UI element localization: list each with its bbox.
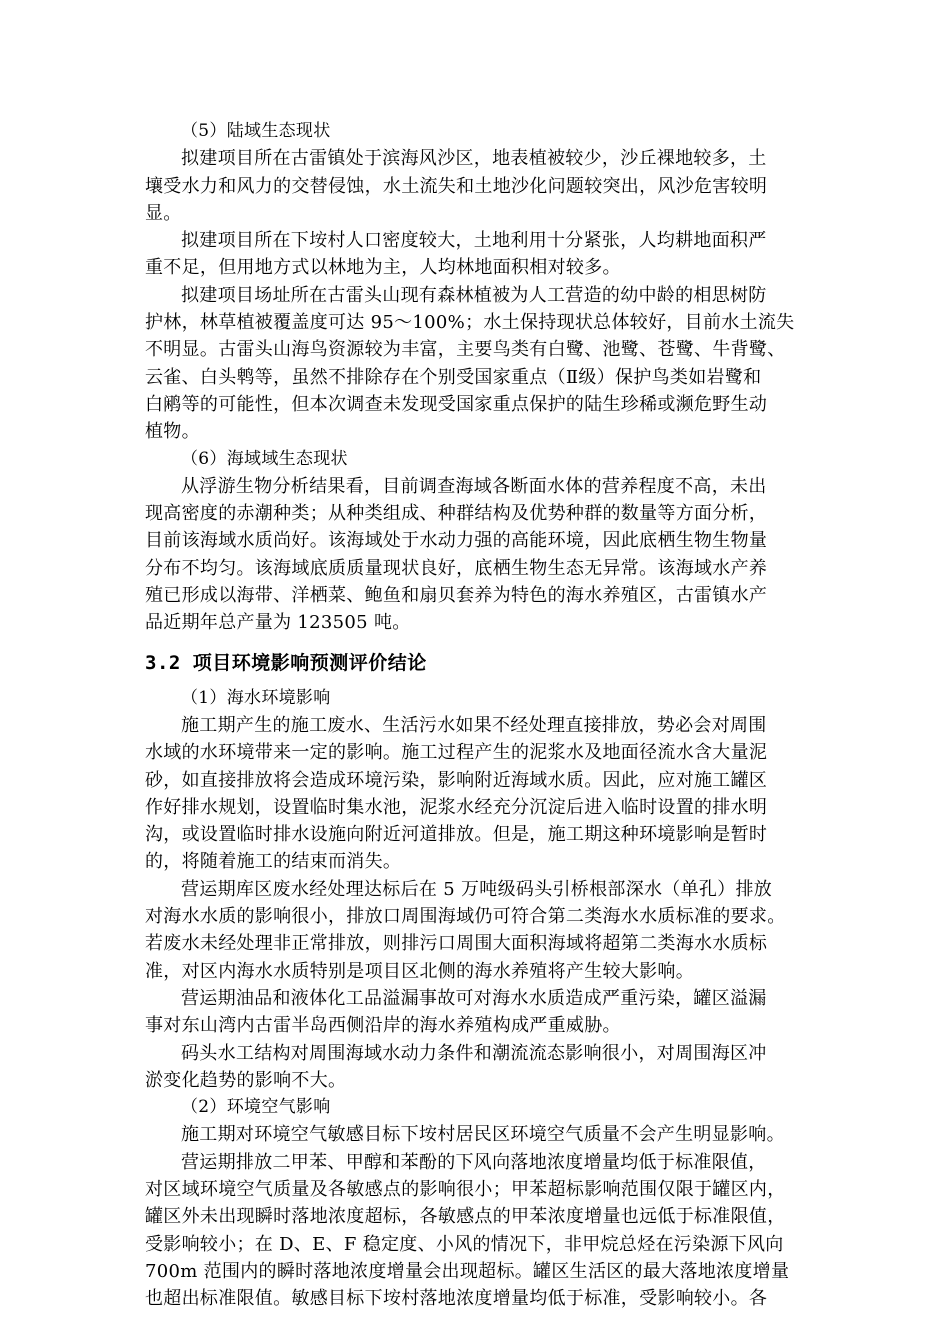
paragraph-line: 700m 范围内的瞬时落地浓度增量会出现超标。罐区生活区的最大落地浓度增量 bbox=[145, 1260, 790, 1282]
paragraph-line: 也超出标准限值。敏感目标下垵村落地浓度增量均低于标准，受影响较小。各 bbox=[145, 1288, 768, 1310]
paragraph-line: 若废水未经处理非正常排放，则排污口周围大面积海域将超第二类海水水质标 bbox=[145, 933, 768, 955]
paragraph-line: 码头水工结构对周围海域水动力条件和潮流流态影响很小，对周围海区冲 bbox=[181, 1042, 767, 1064]
paragraph-line: 目前该海域水质尚好。该海域处于水动力强的高能环境，因此底栖生物生物量 bbox=[145, 530, 768, 552]
section-title-sea-eco: （6）海域域生态现状 bbox=[181, 448, 348, 469]
paragraph-line: 施工期对环境空气敏感目标下垵村居民区环境空气质量不会产生明显影响。 bbox=[181, 1124, 785, 1146]
paragraph-line: 殖已形成以海带、洋栖菜、鲍鱼和扇贝套养为特色的海水养殖区，古雷镇水产 bbox=[145, 585, 768, 607]
paragraph-line: 作好排水规划，设置临时集水池，泥浆水经充分沉淀后进入临时设置的排水明 bbox=[145, 796, 768, 818]
paragraph-line: 壤受水力和风力的交替侵蚀，水土流失和土地沙化问题较突出，风沙危害较明 bbox=[145, 175, 768, 197]
paragraph-line: 受影响较小；在 D、E、F 稳定度、小风的情况下，非甲烷总烃在污染源下风向 bbox=[145, 1233, 784, 1255]
paragraph-line: 品近期年总产量为 123505 吨。 bbox=[145, 612, 411, 634]
paragraph-line: 砂，如直接排放将会造成环境污染，影响附近海域水质。因此，应对施工罐区 bbox=[145, 769, 768, 791]
document-page bbox=[145, 118, 810, 1312]
paragraph-line: 云雀、白头鹎等，虽然不排除存在个别受国家重点（Ⅱ级）保护鸟类如岩鹭和 bbox=[145, 366, 762, 388]
paragraph-line: 沟，或设置临时排水设施向附近河道排放。但是，施工期这种环境影响是暂时 bbox=[145, 824, 768, 846]
paragraph-line: 罐区外未出现瞬时落地浓度超标，各敏感点的甲苯浓度增量也远低于标准限值， bbox=[145, 1206, 786, 1228]
paragraph-line: 施工期产生的施工废水、生活污水如果不经处理直接排放，势必会对周围 bbox=[181, 714, 767, 736]
paragraph-line: 从浮游生物分析结果看，目前调查海域各断面水体的营养程度不高，未出 bbox=[181, 475, 767, 497]
paragraph-line: 现高密度的赤潮种类；从种类组成、种群结构及优势种群的数量等方面分析， bbox=[145, 503, 768, 525]
section-title-air: （2）环境空气影响 bbox=[181, 1097, 331, 1118]
paragraph-line: 显。 bbox=[145, 202, 182, 224]
paragraph-line: 水域的水环境带来一定的影响。施工过程产生的泥浆水及地面径流水含大量泥 bbox=[145, 742, 768, 764]
paragraph-line: 白鹇等的可能性，但本次调查未发现受国家重点保护的陆生珍稀或濒危野生动 bbox=[145, 393, 768, 415]
paragraph-line: 拟建项目所在古雷镇处于滨海风沙区，地表植被较少，沙丘裸地较多，土 bbox=[181, 148, 767, 170]
paragraph-line: 营运期库区废水经处理达标后在 5 万吨级码头引桥根部深水（单孔）排放 bbox=[181, 878, 773, 900]
paragraph-line: 事对东山湾内古雷半岛西侧沿岸的海水养殖构成严重威胁。 bbox=[145, 1015, 621, 1037]
paragraph-line: 营运期油品和液体化工品溢漏事故可对海水水质造成严重污染，罐区溢漏 bbox=[181, 987, 767, 1009]
paragraph-line: 拟建项目所在下垵村人口密度较大，土地利用十分紧张，人均耕地面积严 bbox=[181, 230, 767, 252]
paragraph-line: 重不足，但用地方式以林地为主，人均林地面积相对较多。 bbox=[145, 257, 621, 279]
paragraph-line: 植物。 bbox=[145, 421, 200, 443]
paragraph-line: 对海水水质的影响很小，排放口周围海域仍可符合第二类海水水质标准的要求。 bbox=[145, 906, 786, 928]
section-heading: 3.2 项目环境影响预测评价结论 bbox=[145, 651, 427, 674]
paragraph-line: 分布不均匀。该海域底质质量现状良好，底栖生物生态无异常。该海域水产养 bbox=[145, 557, 768, 579]
section-title-land-eco: （5）陆域生态现状 bbox=[181, 121, 331, 141]
paragraph-line: 对区域环境空气质量及各敏感点的影响很小；甲苯超标影响范围仅限于罐区内， bbox=[145, 1178, 786, 1200]
paragraph-line: 准，对区内海水水质特别是项目区北侧的海水养殖将产生较大影响。 bbox=[145, 960, 694, 982]
paragraph-line: 拟建项目场址所在古雷头山现有森林植被为人工营造的幼中龄的相思树防 bbox=[181, 284, 767, 306]
paragraph-line: 营运期排放二甲苯、甲醇和苯酚的下风向落地浓度增量均低于标准限值， bbox=[181, 1151, 767, 1173]
paragraph-line: 淤变化趋势的影响不大。 bbox=[145, 1069, 347, 1091]
paragraph-line: 的，将随着施工的结束而消失。 bbox=[145, 851, 402, 873]
paragraph-line: 不明显。古雷头山海鸟资源较为丰富，主要鸟类有白鹭、池鹭、苍鹭、牛背鹭、 bbox=[145, 339, 786, 361]
section-title-seawater: （1）海水环境影响 bbox=[181, 687, 331, 708]
paragraph-line: 护林，林草植被覆盖度可达 95～100%；水土保持现状总体较好，目前水土流失 bbox=[145, 312, 795, 334]
